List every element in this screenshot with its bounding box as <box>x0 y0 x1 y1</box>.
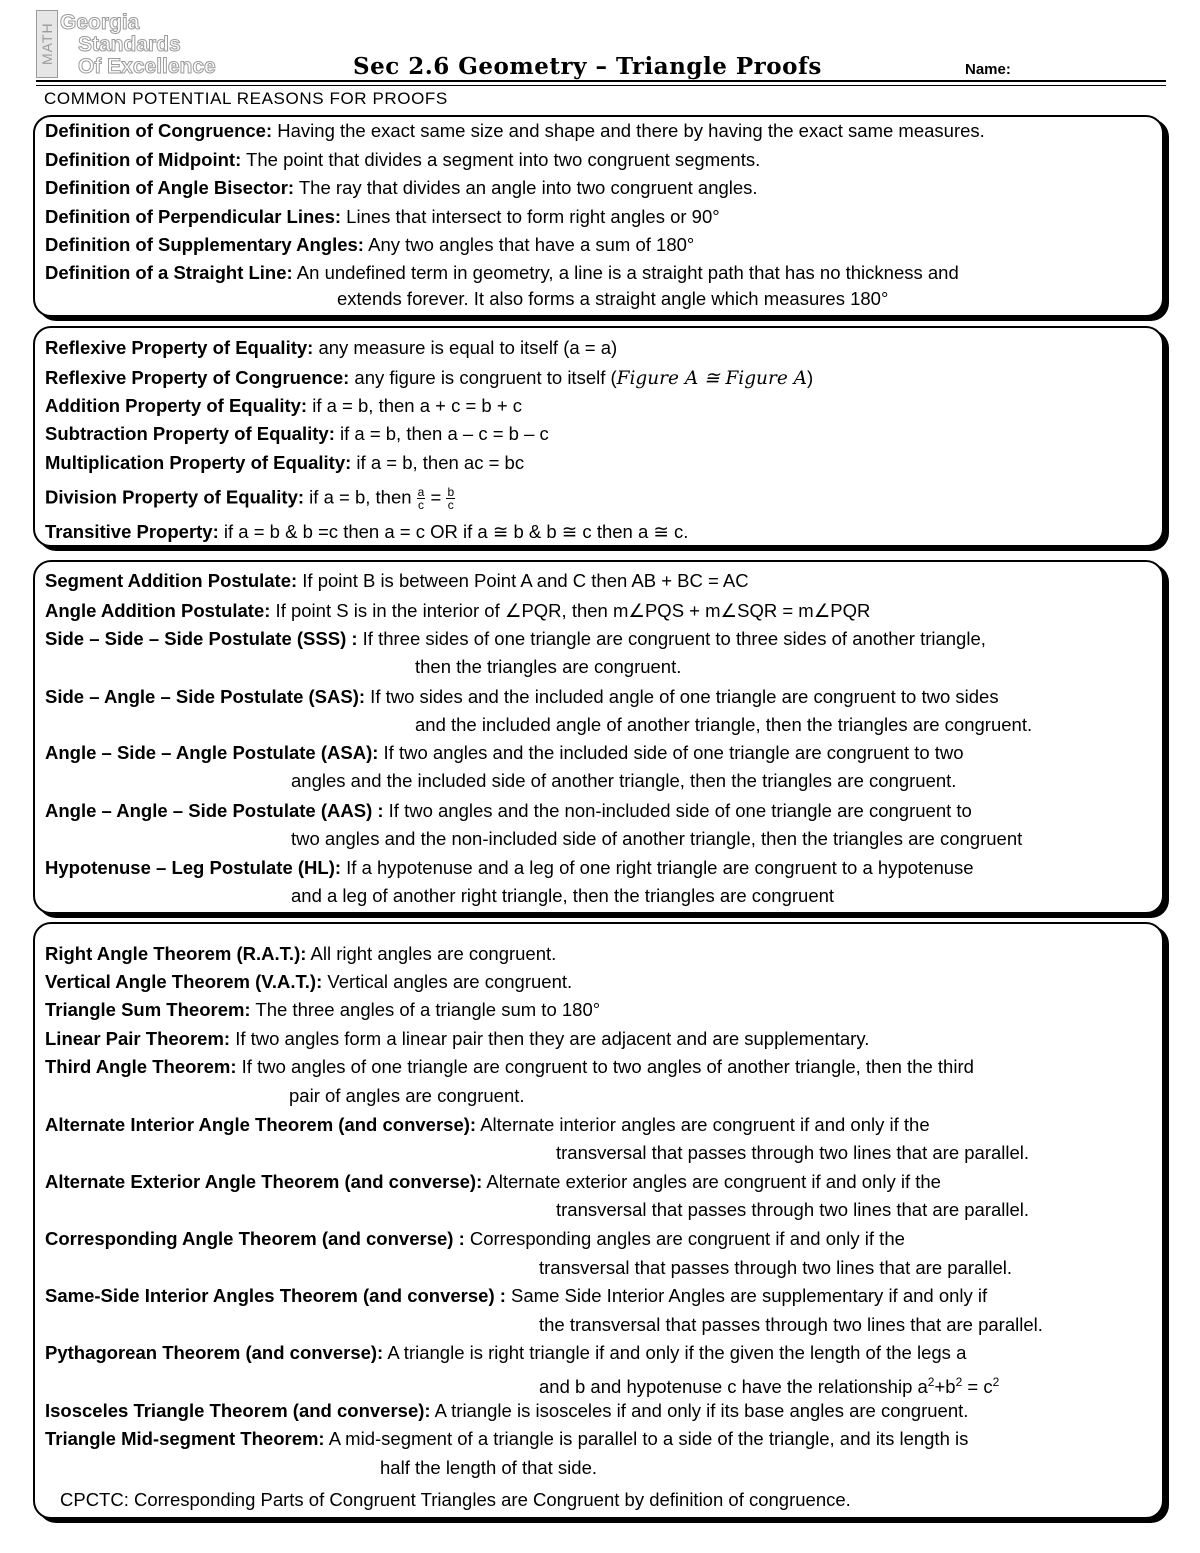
postulate-segment-addition: Segment Addition Postulate: If point B is between Point A and C then AB + BC = AC <box>45 570 749 591</box>
definition-congruence: Definition of Congruence: Having the exact same size and shape and there by having the exact same measures. <box>45 120 985 141</box>
postulate-aas-cont: two angles and the non-included side of another triangle, then the triangles are congruent <box>291 828 1023 849</box>
theorem-third-angle: Third Angle Theorem: If two angles of one triangle are congruent to two angles of another triangle, then the third <box>45 1056 974 1077</box>
definition-straight-line-cont: extends forever. It also forms a straight angle which measures 180° <box>337 288 889 309</box>
fraction-b-over-c: $\frac{b}{c}$ <box>447 485 455 512</box>
logo-math-label: MATH <box>36 10 58 78</box>
theorem-pythagorean-cont: and b and hypotenuse c have the relationship $a^2+b^2 = c^2$ <box>539 1375 1000 1398</box>
property-transitive: Transitive Property: if a = b & b =c then a = c OR if a ≅ b & b ≅ c then a ≅ c. <box>45 521 689 542</box>
definition-straight-line: Definition of a Straight Line: An undefined term in geometry, a line is a straight path that has no thickness and <box>45 262 959 283</box>
theorem-corresponding-angle-cont: transversal that passes through two lines that are parallel. <box>539 1257 1013 1278</box>
fraction-a-over-c: $\frac{a}{c}$ <box>417 485 425 512</box>
theorem-triangle-sum: Triangle Sum Theorem: The three angles of a triangle sum to 180° <box>45 999 601 1020</box>
postulate-aas: Angle – Angle – Side Postulate (AAS) : If two angles and the non-included side of one triangle are congruent to <box>45 800 972 821</box>
postulate-angle-addition: Angle Addition Postulate: If point S is in the interior of ∠PQR, then m∠PQS + m∠SQR = m∠PQR <box>45 600 871 621</box>
postulate-hl: Hypotenuse – Leg Postulate (HL): If a hypotenuse and a leg of one right triangle are congruent to a hypotenuse <box>45 857 974 878</box>
theorem-pythagorean: Pythagorean Theorem (and converse): A triangle is right triangle if and only if the given the length of the legs a <box>45 1342 967 1363</box>
postulate-asa: Angle – Side – Angle Postulate (ASA): If two angles and the included side of one triangle are congruent to two <box>45 742 964 763</box>
theorem-alternate-exterior-cont: transversal that passes through two lines that are parallel. <box>556 1199 1030 1220</box>
theorem-isosceles: Isosceles Triangle Theorem (and converse): A triangle is isosceles if and only if its base angles are congruent. <box>45 1400 969 1421</box>
postulate-sas-cont: and the included angle of another triangle, then the triangles are congruent. <box>415 714 1033 735</box>
theorem-midsegment: Triangle Mid-segment Theorem: A mid-segment of a triangle is parallel to a side of the triangle, and its length is <box>45 1428 969 1449</box>
property-reflexive-congruence: Reflexive Property of Congruence: any figure is congruent to itself (Figure A ≅ Figure A) <box>45 367 814 389</box>
definition-supplementary-angles: Definition of Supplementary Angles: Any two angles that have a sum of 180° <box>45 234 695 255</box>
property-division: Division Property of Equality: if a = b, then $\frac{a}{c}$ = $\frac{b}{c}$ <box>45 485 455 512</box>
property-addition: Addition Property of Equality: if a = b, then a + c = b + c <box>45 395 523 416</box>
property-reflexive-equality: Reflexive Property of Equality: any measure is equal to itself (a = a) <box>45 337 618 358</box>
header-rule-thin <box>36 85 1166 86</box>
page-title: Sec 2.6 Geometry – Triangle Proofs <box>353 53 822 80</box>
theorem-vertical-angle: Vertical Angle Theorem (V.A.T.): Vertical angles are congruent. <box>45 971 573 992</box>
theorem-right-angle: Right Angle Theorem (R.A.T.): All right angles are congruent. <box>45 943 557 964</box>
postulate-asa-cont: angles and the included side of another triangle, then the triangles are congruent. <box>291 770 957 791</box>
theorem-corresponding-angle: Corresponding Angle Theorem (and converse) : Corresponding angles are congruent if and only if the <box>45 1228 905 1249</box>
property-subtraction: Subtraction Property of Equality: if a = b, then a – c = b – c <box>45 423 549 444</box>
theorem-alternate-interior: Alternate Interior Angle Theorem (and converse): Alternate interior angles are congruent if and only if the <box>45 1114 930 1135</box>
theorem-third-angle-cont: pair of angles are congruent. <box>289 1085 525 1106</box>
theorem-midsegment-cont: half the length of that side. <box>380 1457 598 1478</box>
georgia-standards-logo <box>36 10 226 78</box>
property-multiplication: Multiplication Property of Equality: if a = b, then ac = bc <box>45 452 525 473</box>
theorem-linear-pair: Linear Pair Theorem: If two angles form a linear pair then they are adjacent and are supplementary. <box>45 1028 870 1049</box>
logo-line-1: Georgia <box>60 11 140 34</box>
theorem-same-side-interior-cont: the transversal that passes through two lines that are parallel. <box>539 1314 1043 1335</box>
theorem-alternate-exterior: Alternate Exterior Angle Theorem (and converse): Alternate exterior angles are congruent if and only if the <box>45 1171 941 1192</box>
theorem-same-side-interior: Same-Side Interior Angles Theorem (and converse) : Same Side Interior Angles are supplementary if and only if <box>45 1285 988 1306</box>
postulate-sas: Side – Angle – Side Postulate (SAS): If two sides and the included angle of one triangle are congruent to two sides <box>45 686 999 707</box>
definition-perpendicular-lines: Definition of Perpendicular Lines: Lines that intersect to form right angles or 90° <box>45 206 720 227</box>
definition-angle-bisector: Definition of Angle Bisector: The ray that divides an angle into two congruent angles. <box>45 177 758 198</box>
logo-line-2: Standards <box>78 33 181 56</box>
section-title: COMMON POTENTIAL REASONS FOR PROOFS <box>44 89 448 108</box>
postulate-sss-cont: then the triangles are congruent. <box>415 656 682 677</box>
name-label: Name: <box>965 61 1011 78</box>
logo-line-3: Of Excellence <box>78 55 216 78</box>
definition-midpoint: Definition of Midpoint: The point that divides a segment into two congruent segments. <box>45 149 761 170</box>
cpctc: CPCTC: Corresponding Parts of Congruent Triangles are Congruent by definition of congruence. <box>60 1489 851 1510</box>
postulate-hl-cont: and a leg of another right triangle, then the triangles are congruent <box>291 885 835 906</box>
theorem-alternate-interior-cont: transversal that passes through two lines that are parallel. <box>556 1142 1030 1163</box>
postulate-sss: Side – Side – Side Postulate (SSS) : If three sides of one triangle are congruent to three sides of another triangle, <box>45 628 986 649</box>
header-rule <box>36 80 1166 82</box>
